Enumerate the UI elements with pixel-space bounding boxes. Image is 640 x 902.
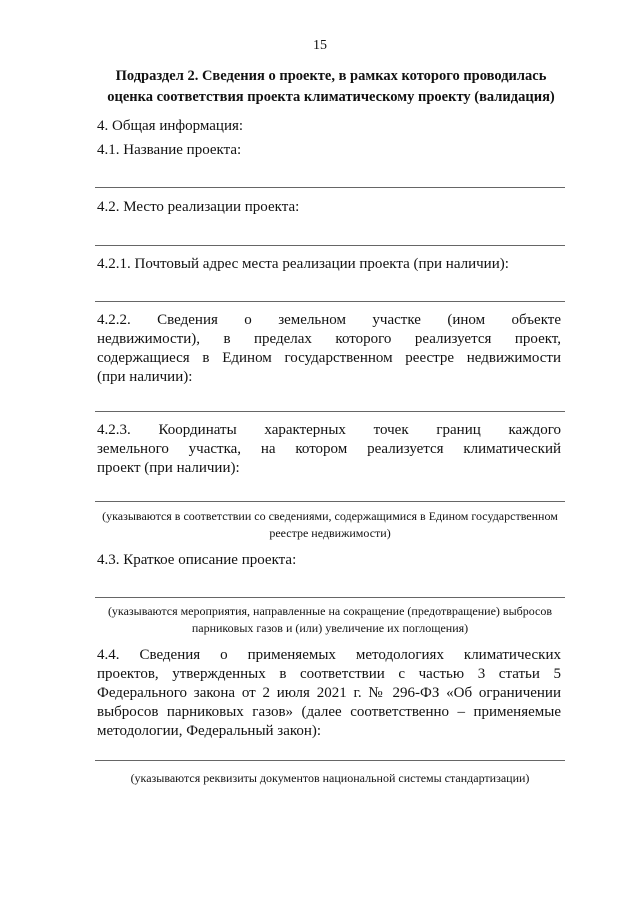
- section-4-general-info: 4. Общая информация:: [97, 118, 244, 134]
- section-4-2-2-line: недвижимости), в пределах которого реализуется проект,: [97, 331, 561, 347]
- methodologies-note: (указываются реквизиты документов национальной системы стандартизации): [130, 771, 530, 785]
- section-4-2-3-line: 4.2.3. Координаты характерных точек границ каждого: [97, 422, 561, 438]
- section-4-4-line: выбросов парниковых газов» (далее соответственно – применяемые: [97, 704, 561, 720]
- brief-description-note: (указываются мероприятия, направленные на сокращение (предотвращение) выбросов парниковых газов и (или) увеличение их поглощения): [107, 604, 553, 635]
- location-line[interactable]: [95, 245, 565, 246]
- section-4-2-3-line: земельного участка, на котором реализуется климатический: [97, 441, 561, 457]
- brief-description-line[interactable]: [95, 597, 565, 598]
- coordinates-line[interactable]: [95, 501, 565, 502]
- section-4-2-2-line: содержащиеся в Едином государственном реестре недвижимости: [97, 350, 561, 366]
- postal-address-line[interactable]: [95, 301, 565, 302]
- section-4-1-project-name: 4.1. Название проекта:: [97, 142, 242, 158]
- section-4-3-brief-description: 4.3. Краткое описание проекта:: [97, 552, 297, 568]
- section-4-2-2-line: 4.2.2. Сведения о земельном участке (ином объекте: [97, 312, 561, 328]
- section-4-2-3-line: проект (при наличии):: [97, 460, 240, 476]
- section-4-2-3-coordinates: [97, 421, 561, 478]
- section-4-2-1-postal-address: 4.2.1. Почтовый адрес места реализации проекта (при наличии):: [97, 256, 509, 272]
- section-4-4-line: 4.4. Сведения о применяемых методологиях климатических: [97, 647, 561, 663]
- section-4-4-line: проектов, утвержденных в соответствии с частью 3 статьи 5: [97, 666, 561, 682]
- coordinates-note: (указываются в соответствии со сведениями, содержащимися в Едином государственном реестре недвижимости): [102, 509, 558, 540]
- section-4-2-2-line: (при наличии):: [97, 369, 193, 385]
- page-number: 15: [313, 38, 327, 53]
- project-name-line[interactable]: [95, 187, 565, 188]
- section-4-2-2-land-plot-info: [97, 311, 561, 387]
- methodologies-line[interactable]: [95, 760, 565, 761]
- section-4-4-methodologies: [97, 646, 561, 741]
- section-4-4-line: методологии, Федеральный закон):: [97, 723, 322, 739]
- land-plot-line[interactable]: [95, 411, 565, 412]
- section-4-4-line: Федерального закона от 2 июля 2021 г. № 296-ФЗ «Об ограничении: [97, 685, 561, 701]
- subsection-heading: Подраздел 2. Сведения о проекте, в рамках которого проводилась оценка соответствия проекта климатическому проекту (валидация): [107, 68, 555, 105]
- section-4-2-location: 4.2. Место реализации проекта:: [97, 199, 300, 215]
